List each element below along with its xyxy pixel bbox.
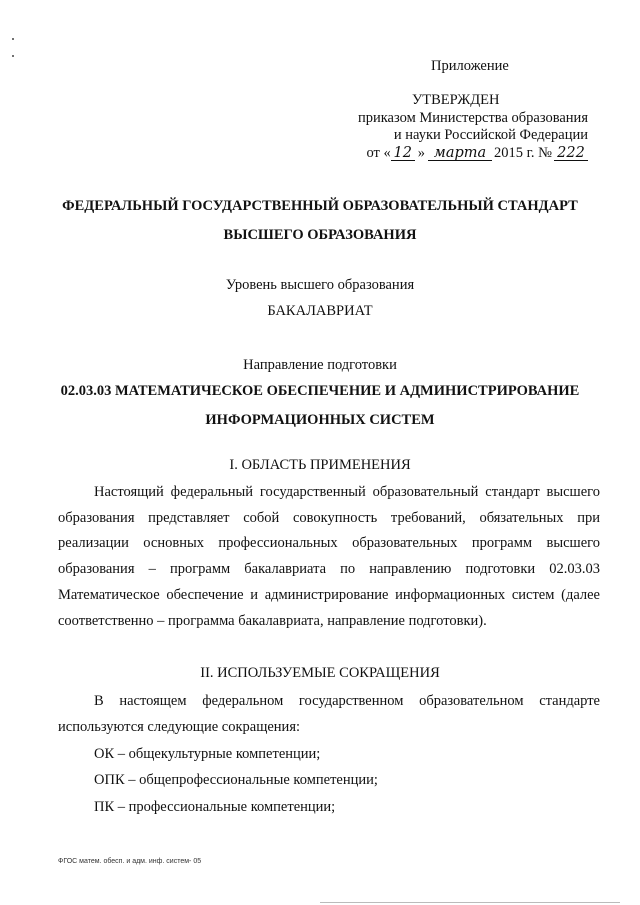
direction-line-2: ИНФОРМАЦИОННЫХ СИСТЕМ — [205, 412, 435, 428]
scan-speck — [12, 55, 14, 57]
order-line-1: приказом Министерства образования — [357, 109, 588, 126]
order-date-line — [328, 145, 588, 163]
approved-label: УТВЕРЖДЕН — [412, 92, 500, 108]
direction-label: Направление подготовки — [243, 357, 397, 373]
date-year: 2015 г. № — [493, 144, 552, 161]
order-line-2: и науки Российской Федерации — [393, 127, 588, 143]
handwritten-month: марта — [428, 146, 492, 161]
date-prefix: от « — [366, 144, 391, 161]
direction-title — [40, 377, 600, 435]
section-2-heading: II. ИСПОЛЬЗУЕМЫЕ СОКРАЩЕНИЯ — [200, 665, 440, 681]
footer-code: ФГОС матем. обесп. и адм. инф. систем- 05 — [58, 858, 202, 865]
section-1-heading: I. ОБЛАСТЬ ПРИМЕНЕНИЯ — [229, 457, 411, 473]
direction-line-1: 02.03.03 МАТЕМАТИЧЕСКОЕ ОБЕСПЕЧЕНИЕ И АДМИНИСТРИРОВАНИЕ — [60, 383, 580, 399]
handwritten-day: 12 — [391, 146, 415, 161]
handwritten-order-number: 222 — [554, 146, 588, 161]
section-1-paragraph: Настоящий федеральный государственный образовательный стандарт высшего образования представляет собой совокупность требований, обязательных при реализации основных профессиональных образовательных программ высшего образования – программ бакалавриата по направлению подготовки 02.03.03 Математическое обеспечение и администрирование информационных систем (далее соответственно – программа бакалавриата, направление подготовки). — [58, 484, 600, 629]
date-separator: » — [417, 144, 425, 161]
document-title — [40, 192, 600, 250]
level-label: Уровень высшего образования — [225, 277, 415, 293]
approval-block — [328, 92, 588, 162]
level-value: БАКАЛАВРИАТ — [267, 303, 373, 319]
list-item: ОК – общекультурные компетенции; — [94, 746, 321, 762]
scan-speck — [12, 38, 14, 40]
list-item: ОПК – общепрофессиональные компетенции; — [94, 772, 378, 788]
appendix-label: Приложение — [431, 58, 509, 74]
section-2-paragraph: В настоящем федеральном государственном образовательном стандарте используются следующие сокращения: — [58, 693, 600, 735]
list-item: ПК – профессиональные компетенции; — [94, 799, 336, 815]
bottom-rule — [320, 902, 620, 903]
title-line-2: ВЫСШЕГО ОБРАЗОВАНИЯ — [223, 227, 417, 243]
title-line-1: ФЕДЕРАЛЬНЫЙ ГОСУДАРСТВЕННЫЙ ОБРАЗОВАТЕЛЬНЫЙ СТАНДАРТ — [62, 198, 578, 214]
